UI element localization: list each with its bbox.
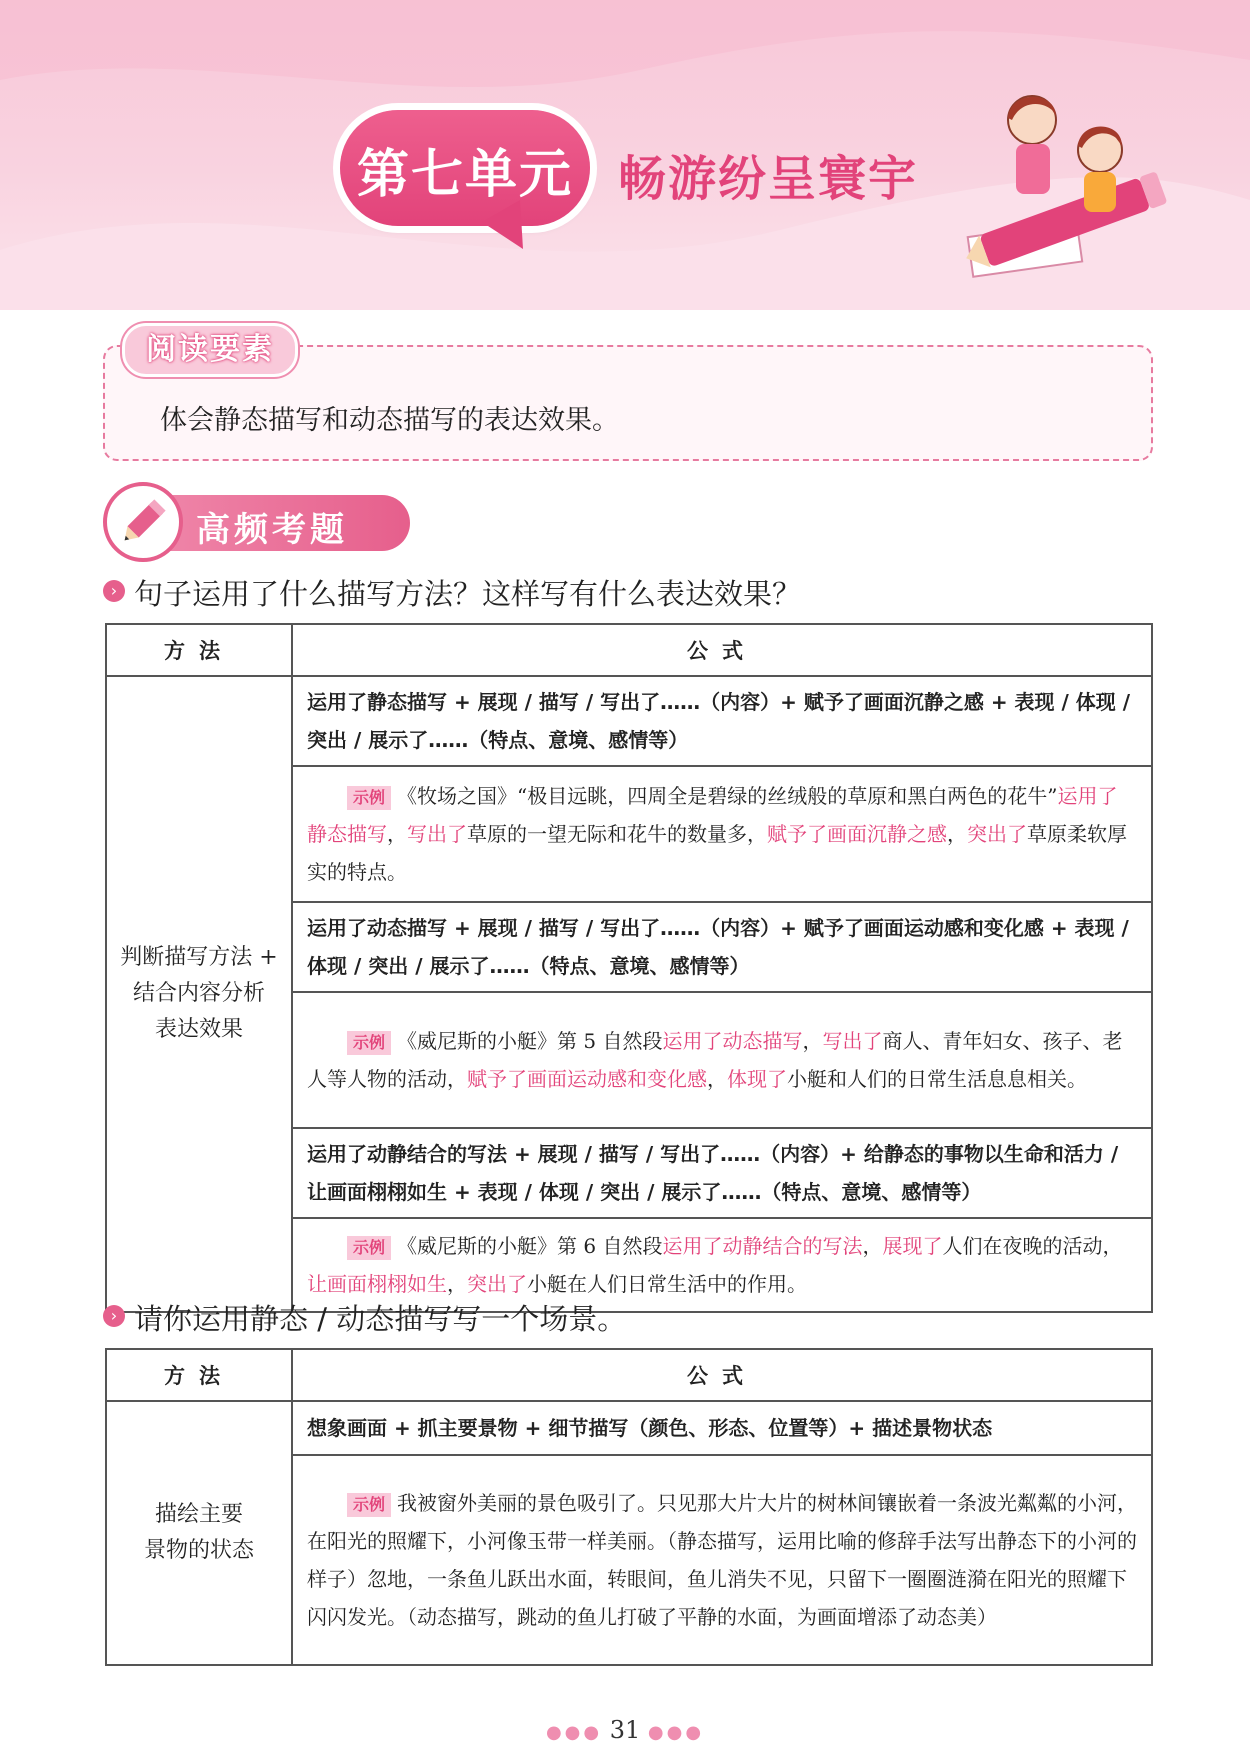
example-phrase: 小艇在人们日常生活中的作用。 [527, 1272, 807, 1296]
example-phrase: ， [447, 1272, 467, 1296]
method-line: 景物的状态 [143, 1538, 254, 1563]
page-number [0, 1716, 1250, 1744]
example-phrase: ， [707, 1067, 727, 1091]
example-phrase: 《威尼斯的小艇》第 6 自然段 [397, 1234, 663, 1258]
highlight-phrase: 突出了 [967, 822, 1027, 846]
example-phrase: 商人、青年妇女、孩子、老人等人物的活动， [307, 1029, 1123, 1091]
example-text [307, 784, 1127, 884]
method-table-2 [105, 1348, 1153, 1666]
method-cell [106, 1401, 292, 1665]
example-phrase: ， [947, 822, 967, 846]
example-text: 我被窗外美丽的景色吸引了。只见那大片大片的树林间镶嵌着一条波光粼粼的小河，在阳光的照耀下，小河像玉带一样美丽。（静态描写，运用比喻的修辞手法写出静态下的小河的样子）忽地，一条鱼儿跃出水面，转眼间，鱼儿消失不见，只留下一圈圈涟漪在阳光的照耀下闪闪发光。（动态描写，跳动的鱼儿打破了平静的水面，为画面增添了动态美） [307, 1491, 1138, 1629]
method-line: 结合内容分析 [132, 981, 265, 1006]
example-tag: 示例 [347, 1493, 391, 1517]
header-formula: 公式 [292, 1349, 1152, 1401]
highlight-phrase: 运用了动态描写 [662, 1029, 803, 1053]
method-line: 表达效果 [154, 1017, 243, 1042]
formula-dynamic: 运用了动态描写 + 展现 / 描写 / 写出了……（内容）+ 赋予了画面运动感和变化感 + 表现 / 体现 / 突出 / 展示了……（特点、意境、感情等） [292, 902, 1152, 992]
example-phrase: 《威尼斯的小艇》第 5 自然段 [397, 1029, 663, 1053]
example-phrase: 草原柔软厚实的特点。 [307, 822, 1127, 884]
highlight-phrase: 写出了 [822, 1029, 883, 1053]
method-table-1 [105, 623, 1153, 1313]
highlight-phrase: 突出了 [467, 1272, 527, 1296]
reading-elements-text: 体会静态描写和动态描写的表达效果。 [160, 405, 619, 436]
reading-elements-tag [122, 323, 298, 377]
table-header-row [106, 1349, 1152, 1401]
dots-left-icon: ●●● [545, 1722, 603, 1743]
method-line: 描绘主要 [154, 1502, 243, 1527]
example-phrase: 人们在夜晚的活动， [942, 1234, 1123, 1258]
unit-header [0, 0, 1250, 310]
example-phrase: 小艇和人们的日常生活息息相关。 [787, 1067, 1087, 1091]
highlight-phrase: 让画面栩栩如生 [307, 1272, 447, 1296]
unit-subtitle: 畅游纷呈寰宇 [618, 151, 919, 207]
header-method: 方法 [106, 624, 292, 676]
table-row [106, 1401, 1152, 1455]
dots-right-icon: ●●● [647, 1722, 705, 1743]
page-number-value: 31 [609, 1716, 641, 1744]
formula-scene: 想象画面 + 抓主要景物 + 细节描写（颜色、形态、位置等）+ 描述景物状态 [292, 1401, 1152, 1455]
example-phrase: 草原的一望无际和花牛的数量多， [467, 822, 767, 846]
example-scene [292, 1455, 1152, 1665]
pencil-icon [107, 486, 179, 558]
highlight-phrase: 体现了 [727, 1067, 787, 1091]
example-tag: 示例 [347, 786, 391, 810]
method-cell [106, 676, 292, 1312]
example-tag: 示例 [347, 1031, 391, 1055]
example-text [307, 1029, 1122, 1091]
highlight-phrase: 展现了 [882, 1234, 943, 1258]
question-bullet-icon: › [103, 1305, 125, 1327]
question-1: 句子运用了什么描写方法？这样写有什么表达效果？ [134, 577, 802, 611]
formula-static: 运用了静态描写 + 展现 / 描写 / 写出了……（内容）+ 赋予了画面沉静之感 + 表现 / 体现 / 突出 / 展示了……（特点、意境、感情等） [292, 676, 1152, 766]
question-bullet-icon: › [103, 580, 125, 602]
example-phrase: 《牧场之国》“极目远眺，四周全是碧绿的丝绒般的草原和黑白两色的花牛” [397, 784, 1058, 808]
highlight-phrase: 运用了动静结合的写法 [662, 1234, 863, 1258]
highlight-phrase: 赋予了画面沉静之感 [767, 822, 947, 846]
example-phrase: ， [802, 1029, 823, 1053]
header-method: 方法 [106, 1349, 292, 1401]
example-static [292, 766, 1152, 902]
example-text [307, 1234, 1122, 1296]
example-dynamic [292, 992, 1152, 1128]
table-header-row [106, 624, 1152, 676]
children-on-pencil-illustration [960, 80, 1180, 300]
high-frequency-title: 高频考题 [196, 510, 348, 550]
reading-elements-label: 阅读要素 [146, 332, 274, 367]
question-2: 请你运用静态 / 动态描写写一个场景。 [134, 1302, 627, 1336]
highlight-phrase: 写出了 [407, 822, 467, 846]
highlight-phrase: 运用了静态描写 [307, 784, 1118, 846]
highlight-phrase: 赋予了画面运动感和变化感 [467, 1067, 707, 1091]
example-phrase: ， [387, 822, 407, 846]
table-row [106, 676, 1152, 766]
unit-title: 第七单元 [356, 144, 573, 205]
example-tag: 示例 [347, 1236, 391, 1260]
example-phrase: ， [862, 1234, 883, 1258]
header-formula: 公式 [292, 624, 1152, 676]
formula-combined: 运用了动静结合的写法 + 展现 / 描写 / 写出了……（内容）+ 给静态的事物以生命和活力 / 让画面栩栩如生 + 表现 / 体现 / 突出 / 展示了……（特点、意境、感情等） [292, 1128, 1152, 1218]
method-line: 判断描写方法 + [120, 945, 278, 970]
pencil-icon-circle [103, 482, 183, 562]
